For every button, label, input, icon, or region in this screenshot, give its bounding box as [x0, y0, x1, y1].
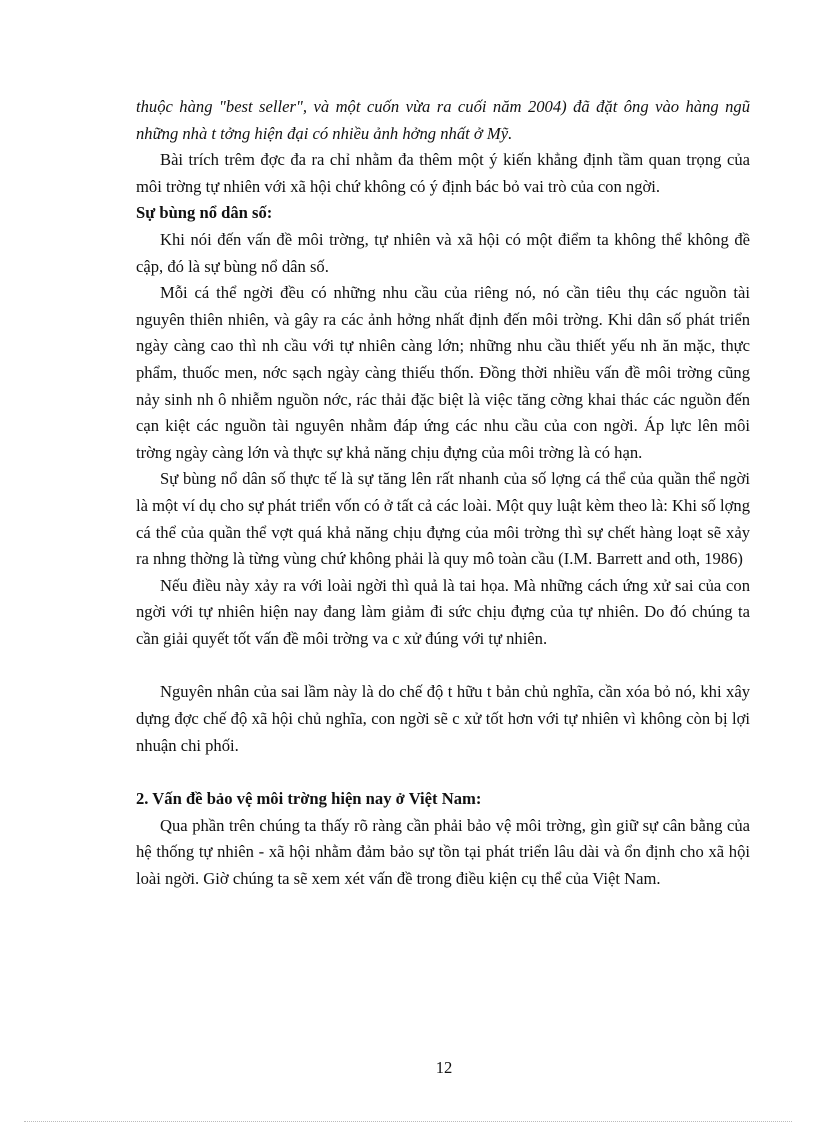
section-heading-vietnam: 2. Vấn đề bảo vệ môi trờng hiện nay ở Việt Nam: — [136, 789, 482, 809]
consequence-paragraph: Nếu điều này xảy ra với loài ngời thì quả là tai họa. Mà những cách ứng xử sai của con ngời với tự nhiên hiện nay đang làm giảm đi sức chịu đựng của tự nhiên. Do đó chúng ta cần giải quyết tốt vấn đề môi trờng va c xử đúng với tự nhiên. — [136, 575, 750, 648]
population-intro-paragraph: Khi nói đến vấn đề môi trờng, tự nhiên và xã hội có một điểm ta không thể không đề cập, đó là sự bùng nổ dân số. — [136, 229, 750, 276]
vietnam-intro-paragraph: Qua phần trên chúng ta thấy rõ ràng cần phải bảo vệ môi trờng, gìn giữ sự cân bằng của hệ thống tự nhiên - xã hội nhằm đảm bảo sự tồn tại phát triển lâu dài và ổn định cho xã hội loài ngời. Giờ chúng ta sẽ xem xét vấn đề trong điều kiện cụ thể của Việt Nam. — [136, 815, 750, 889]
page-bottom-divider — [24, 1121, 792, 1122]
cause-paragraph: Nguyên nhân của sai lầm này là do chế độ t hữu t bản chủ nghĩa, cần xóa bỏ nó, khi xây dựng đợc chế độ xã hội chủ nghĩa, con ngời sẽ c xử tốt hơn với tự nhiên vì không còn bị lợi nhuận chi phối. — [136, 682, 750, 755]
page-body — [136, 94, 750, 893]
population-growth-paragraph: Sự bùng nổ dân số thực tế là sự tăng lên rất nhanh của số lợng cá thể của quần thể ngời là một ví dụ cho sự phát triển vốn có ở tất cả các loài. Một quy luật kèm theo là: Khi số lợng cá thể của quần thể vợt quá khả năng chịu đựng của môi trờng thì sự chết hàng loạt sẽ xảy ra nhng thờng là từng vùng chứ không phải là quy mô toàn cầu (I.M. Barrett and oth, 1986) — [136, 469, 750, 569]
population-needs-paragraph: Mỗi cá thể ngời đều có những nhu cầu của riêng nó, nó cần tiêu thụ các nguồn tài nguyên thiên nhiên, và gây ra các ảnh hởng nhất định đến môi trờng. Khi dân số phát triển ngày càng cao thì nh cầu với tự nhiên càng lớn; những nhu cầu thiết yếu nh ăn mặc, thực phẩm, thuốc men, nớc sạch ngày càng thiếu thốn. Đồng thời nhiều vấn đề môi trờng cũng nảy sinh nh ô nhiễm nguồn nớc, rác thải đặc biệt là việc tăng cờng khai thác các nguồn đến cạn kiệt các nguồn tài nguyên nhằm đáp ứng các nhu cầu của con ngời. Áp lực lên môi trờng ngày càng lớn và thực sự khả năng chịu đựng của môi trờng là có hạn. — [136, 283, 750, 462]
quote-ending-paragraph: thuộc hàng "best seller", và một cuốn vừa ra cuối năm 2004) đã đặt ông vào hàng ngũ những nhà t tởng hiện đại có nhiều ảnh hởng nhất ở Mỹ. — [136, 97, 750, 143]
paragraph-spacer — [136, 759, 750, 786]
page-number: 12 — [435, 1058, 453, 1077]
section-heading-population: Sự bùng nổ dân số: — [136, 203, 273, 223]
paragraph-spacer — [136, 652, 750, 679]
commentary-paragraph: Bài trích trêm đợc đa ra chỉ nhằm đa thêm một ý kiến khẳng định tầm quan trọng của môi trờng tự nhiên với xã hội chứ không có ý định bác bỏ vai trò của con ngời. — [136, 150, 750, 196]
